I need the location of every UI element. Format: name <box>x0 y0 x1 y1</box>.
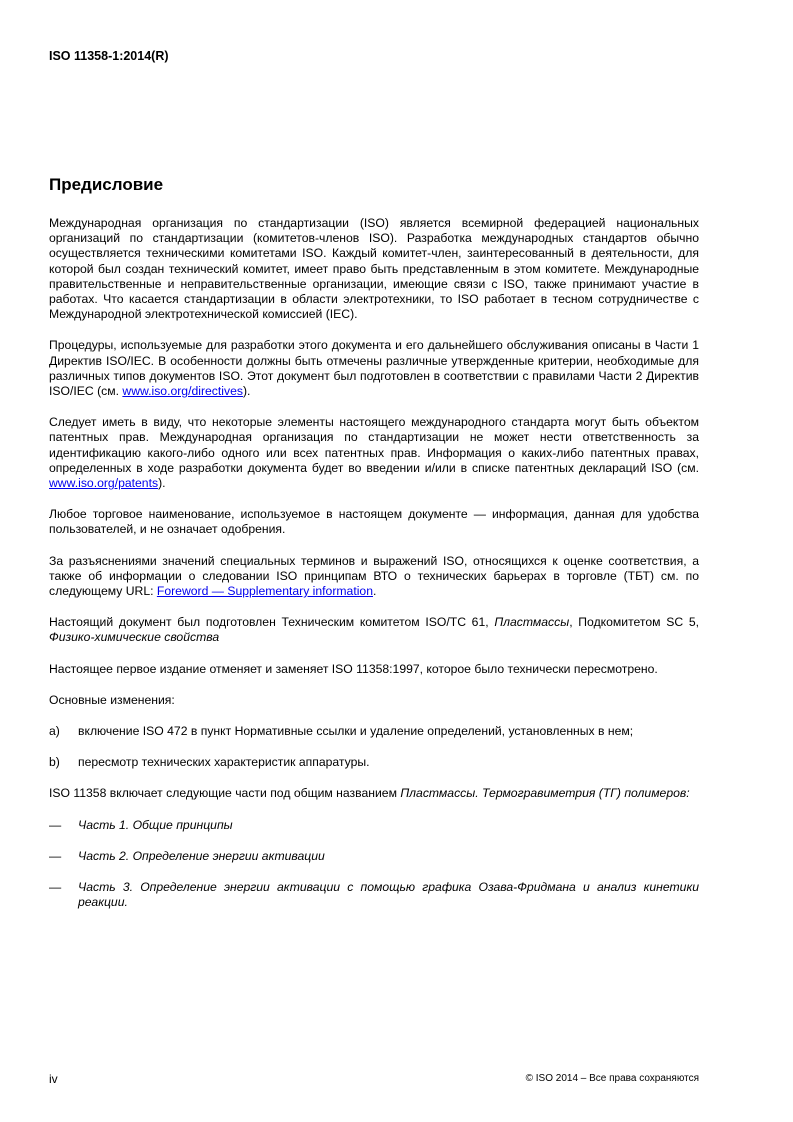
paragraph-edition: Настоящее первое издание отменяет и заменяет ISO 11358:1997, которое было технически пересмотрено. <box>49 661 658 676</box>
copyright-notice: © ISO 2014 – Все права сохраняются <box>525 1073 699 1084</box>
page-title: Предисловие <box>49 175 164 194</box>
list-item <box>49 724 699 739</box>
list-marker: a) <box>49 724 60 739</box>
paragraph-trade-names: Любое торговое наименование, используемое в настоящем документе — информация, данная для удобства пользователей, и не означает одобрения. <box>49 507 699 537</box>
list-item <box>49 849 699 864</box>
list-marker: — <box>49 880 62 895</box>
foreword-body <box>49 216 699 927</box>
list-marker: — <box>49 848 62 863</box>
paragraph-main-changes: Основные изменения: <box>49 692 175 707</box>
paragraph-conformity <box>49 554 699 600</box>
list-marker: — <box>49 817 62 832</box>
list-item <box>49 880 699 910</box>
directives-link[interactable]: www.iso.org/directives <box>122 384 243 399</box>
paragraph-patents-text: Следует иметь в виду, что некоторые элементы настоящего международного стандарта могут быть объектом патентных прав. Международная организация по стандартизации не может нести ответственность за идентификацию какого-либо одного или всех патентных прав. Информация о каких-либо патентных правах, определенных в ходе разработки документа будет во введении и/или в списке патентных деклараций ISO (см. <box>49 415 699 475</box>
patents-link[interactable]: www.iso.org/patents <box>49 476 159 491</box>
paragraph-procedures <box>49 338 699 399</box>
list-item-text: Часть 2. Определение энергии активации <box>78 848 325 863</box>
list-item <box>49 755 699 770</box>
paragraph-committee <box>49 615 699 645</box>
list-item-text: включение ISO 472 в пункт Нормативные ссылки и удаление определений, установленных в нем; <box>78 724 634 739</box>
paragraph-procedures-text: Процедуры, используемые для разработки этого документа и его дальнейшего обслуживания описаны в Части 1 Директив ISO/IEC. В особенности должны быть отмечены различные утвержденные критерии, необходимые для различных типов документов ISO. Этот документ был подготовлен в соответствии с правилами Части 2 Директив ISO/IEC (см. <box>49 338 699 399</box>
paragraph-committee-text: Настоящий документ был подготовлен Техническим комитетом ISO/TC 61, <box>49 615 495 630</box>
paragraph-conformity-text: За разъяснениями значений специальных терминов и выражений ISO, относящихся к оценке соответствия, а также об информации о следовании ISO принципам ВТО о технических барьерах в торговле (ТБТ) см. по следующему URL: <box>49 553 699 599</box>
paragraph-parts-text: ISO 11358 включает следующие части под общим названием <box>49 786 401 801</box>
subcommittee-name: Физико-химические свойства <box>49 630 220 645</box>
series-title: Пластмассы. Термогравиметрия (ТГ) полимеров: <box>400 786 690 801</box>
supplementary-info-link[interactable]: Foreword — Supplementary information <box>156 584 373 599</box>
paragraph-patents-end: ). <box>158 476 166 491</box>
committee-name: Пластмассы <box>494 615 570 630</box>
list-item-text: пересмотр технических характеристик аппаратуры. <box>78 755 370 770</box>
list-item <box>49 818 699 833</box>
paragraph-iso-intro: Международная организация по стандартизации (ISO) является всемирной федерацией национальных организаций по стандартизации (комитетов-членов ISO). Разработка международных стандартов обычно осуществляется техническими комитетами ISO. Каждый комитет-член, заинтересованный в деятельности, для которой был создан технический комитет, имеет право быть представленным в этом комитете. Международные правительственные и неправительственные организации, имеющие связи с ISO, также принимают участие в работах. Что касается стандартизации в области электротехники, то ISO работает в тесном сотрудничестве с Международной электротехнической комиссией (IEC). <box>49 216 699 322</box>
paragraph-patents <box>49 415 699 491</box>
paragraph-committee-mid: , Подкомитетом SC 5, <box>569 615 700 630</box>
page-number: iv <box>49 1072 58 1086</box>
list-item-text: Часть 3. Определение энергии активации с помощью графика Озава-Фридмана и анализ кинетики реакции. <box>78 880 699 910</box>
list-item-text: Часть 1. Общие принципы <box>78 817 233 832</box>
paragraph-parts-intro <box>49 786 699 801</box>
paragraph-conformity-end: . <box>372 584 377 599</box>
list-marker: b) <box>49 755 60 770</box>
paragraph-procedures-end: ). <box>242 384 251 399</box>
document-header-id: ISO 11358-1:2014(R) <box>49 49 169 63</box>
